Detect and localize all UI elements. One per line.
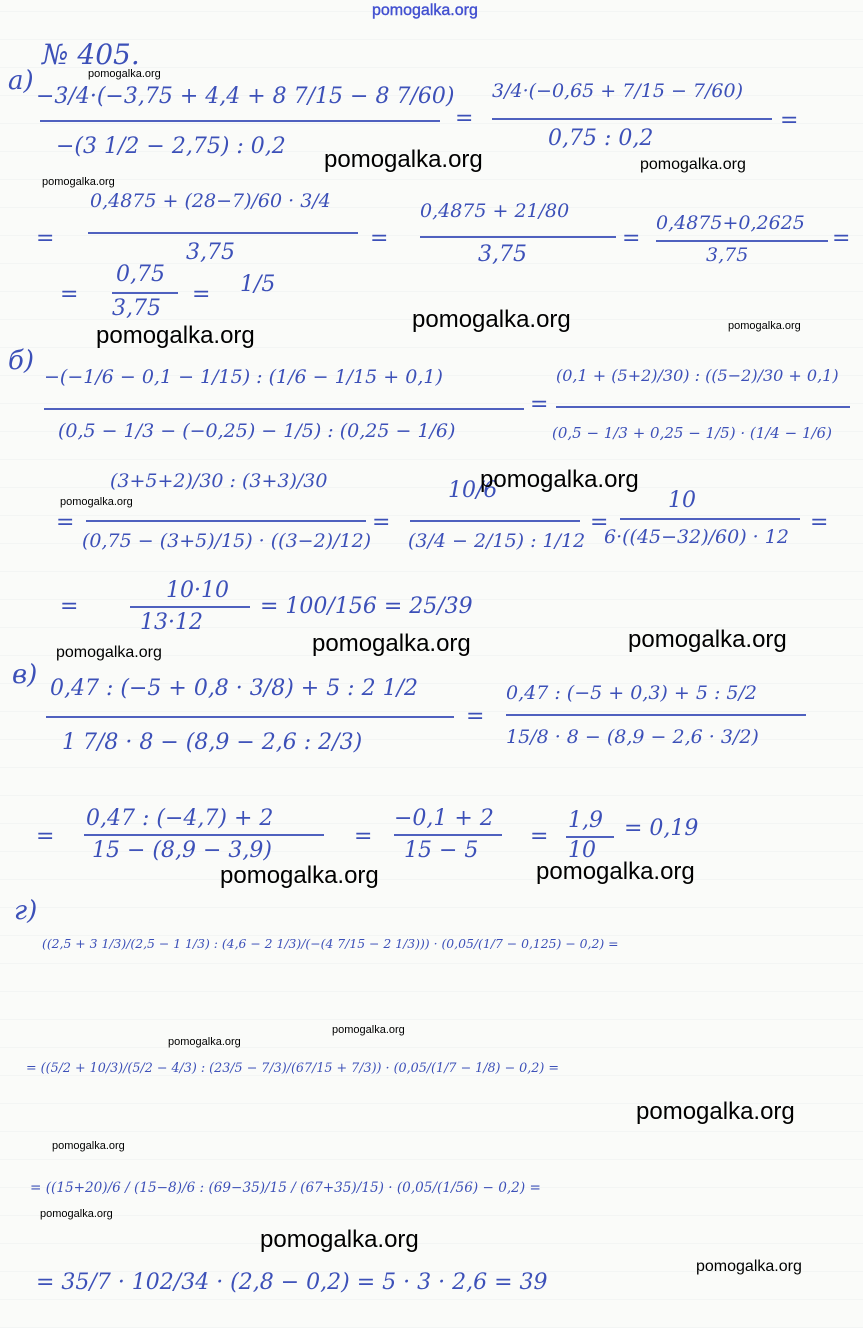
part-a-fracbar6 <box>112 292 178 294</box>
watermark: pomogalka.org <box>324 146 483 173</box>
part-b-fracbar1 <box>44 408 524 410</box>
part-a-eq4: = <box>370 226 389 251</box>
part-a-fracbar4 <box>420 236 616 238</box>
part-v-den2: 15/8 · 8 − (8,9 − 2,6 · 3/2) <box>506 726 759 748</box>
part-b-fracbar5 <box>620 518 800 520</box>
part-b-eq3: = <box>372 510 391 535</box>
part-a-den1: −(3 1/2 − 2,75) : 0,2 <box>56 134 286 159</box>
part-v-num3: 0,47 : (−4,7) + 2 <box>86 806 274 831</box>
watermark: pomogalka.org <box>332 1024 405 1036</box>
part-a-num6: 0,75 <box>116 262 165 287</box>
part-b-den6: 13·12 <box>140 610 203 635</box>
watermark: pomogalka.org <box>40 1208 113 1220</box>
watermark: pomogalka.org <box>42 176 115 188</box>
part-b-den4: (3/4 − 2/15) : 1/12 <box>408 530 586 552</box>
part-b-num2: (0,1 + (5+2)/30) : ((5−2)/30 + 0,1) <box>556 366 839 385</box>
part-v-fracbar4 <box>394 834 502 836</box>
part-b-eq5: = <box>810 510 829 535</box>
part-v-fracbar2 <box>506 714 806 716</box>
part-a-marker: а) <box>8 66 34 96</box>
part-b-eq1: = <box>530 392 549 417</box>
watermark: pomogalka.org <box>260 1226 419 1253</box>
part-v-fracbar1 <box>46 716 454 718</box>
part-a-num2: 3/4·(−0,65 + 7/15 − 7/60) <box>492 80 743 102</box>
watermark: pomogalka.org <box>728 320 801 332</box>
part-a-eq8: = <box>192 282 211 307</box>
part-b-marker: б) <box>8 346 35 376</box>
watermark: pomogalka.org <box>56 644 162 661</box>
part-g-row3: = ((15+20)/6 / (15−8)/6 : (69−35)/15 / (67+35)/15) · (0,05/(1/56) − 0,2) = <box>30 1180 541 1196</box>
watermark: pomogalka.org <box>96 322 255 349</box>
part-v-den3: 15 − (8,9 − 3,9) <box>92 838 272 863</box>
problem-number: № 405. <box>42 38 140 71</box>
part-a-den2: 0,75 : 0,2 <box>548 126 654 151</box>
part-a-fracbar3 <box>88 232 358 234</box>
part-a-den4: 3,75 <box>478 242 527 267</box>
watermark: pomogalka.org <box>536 858 695 885</box>
watermark: pomogalka.org <box>628 626 787 653</box>
part-v-num1: 0,47 : (−5 + 0,8 · 3/8) + 5 : 2 1/2 <box>50 676 418 701</box>
part-v-eq4: = <box>530 824 549 849</box>
part-a-result: 1/5 <box>240 272 276 297</box>
part-a-eq7: = <box>60 282 79 307</box>
part-a-eq2: = <box>780 108 799 133</box>
part-b-den3: (0,75 − (3+5)/15) · ((3−2)/12) <box>82 530 372 552</box>
part-b-fracbar4 <box>410 520 580 522</box>
header-site-watermark: pomogalka.org <box>372 2 478 19</box>
watermark: pomogalka.org <box>636 1098 795 1125</box>
part-v-den1: 1 7/8 · 8 − (8,9 − 2,6 : 2/3) <box>62 730 363 755</box>
part-v-eq2: = <box>36 824 55 849</box>
part-g-marker: г) <box>14 896 38 926</box>
part-b-eq6: = <box>60 594 79 619</box>
part-b-fracbar6 <box>130 606 250 608</box>
part-v-num4: −0,1 + 2 <box>394 806 494 831</box>
part-b-fracbar2 <box>556 406 850 408</box>
part-b-eq4: = <box>590 510 609 535</box>
part-b-num1: −(−1/6 − 0,1 − 1/15) : (1/6 − 1/15 + 0,1) <box>44 366 443 388</box>
watermark: pomogalka.org <box>640 156 746 173</box>
part-a-den5: 3,75 <box>706 244 749 266</box>
part-b-eq7: = 100/156 = 25/39 <box>260 594 473 619</box>
watermark: pomogalka.org <box>52 1140 125 1152</box>
part-a-fracbar2 <box>492 118 772 120</box>
part-b-num5: 10 <box>668 488 696 513</box>
part-a-num4: 0,4875 + 21/80 <box>420 200 570 222</box>
part-a-num5: 0,4875+0,2625 <box>656 212 805 234</box>
part-b-num3: (3+5+2)/30 : (3+3)/30 <box>110 470 328 492</box>
watermark: pomogalka.org <box>88 68 161 80</box>
part-v-num2: 0,47 : (−5 + 0,3) + 5 : 5/2 <box>506 682 757 704</box>
part-v-den5: 10 <box>568 838 596 863</box>
part-a-eq6: = <box>832 226 851 251</box>
part-a-eq1: = <box>455 106 474 131</box>
watermark: pomogalka.org <box>220 862 379 889</box>
part-v-marker: в) <box>12 660 38 690</box>
part-b-eq2: = <box>56 510 75 535</box>
part-v-eq3: = <box>354 824 373 849</box>
watermark: pomogalka.org <box>412 306 571 333</box>
part-b-den5: 6·((45−32)/60) · 12 <box>604 526 789 548</box>
part-v-den4: 15 − 5 <box>404 838 479 863</box>
watermark: pomogalka.org <box>480 466 639 493</box>
part-b-den2: (0,5 − 1/3 + 0,25 − 1/5) · (1/4 − 1/6) <box>552 424 832 442</box>
part-b-num6: 10·10 <box>166 578 229 603</box>
watermark: pomogalka.org <box>168 1036 241 1048</box>
part-v-fracbar3 <box>84 834 324 836</box>
part-g-row4: = 35/7 · 102/34 · (2,8 − 0,2) = 5 · 3 · 2,6 = 39 <box>36 1270 548 1295</box>
part-b-den1: (0,5 − 1/3 − (−0,25) − 1/5) : (0,25 − 1/6) <box>58 420 456 442</box>
part-a-den3: 3,75 <box>186 240 235 265</box>
part-a-num1: −3/4·(−3,75 + 4,4 + 8 7/15 − 8 7/60) <box>36 84 455 109</box>
watermark: pomogalka.org <box>696 1258 802 1275</box>
part-a-fracbar1 <box>40 120 440 122</box>
part-a-eq3: = <box>36 226 55 251</box>
part-v-num5: 1,9 <box>568 808 603 833</box>
part-a-fracbar5 <box>656 240 828 242</box>
watermark: pomogalka.org <box>312 630 471 657</box>
part-b-num4: 10/6 <box>448 478 498 503</box>
part-v-eq1: = <box>466 704 485 729</box>
part-v-result: = 0,19 <box>624 816 699 841</box>
part-g-row2: = ((5/2 + 10/3)/(5/2 − 4/3) : (23/5 − 7/3)/(67/15 + 7/3)) · (0,05/(1/7 − 1/8) − 0,2) = <box>26 1060 559 1075</box>
watermark: pomogalka.org <box>60 496 133 508</box>
part-g-row1: ((2,5 + 3 1/3)/(2,5 − 1 1/3) : (4,6 − 2 1/3)/(−(4 7/15 − 2 1/3))) · (0,05/(1/7 − 0,125) − 0,2) = <box>42 936 619 951</box>
part-b-fracbar3 <box>86 520 366 522</box>
part-a-num3: 0,4875 + (28−7)/60 · 3/4 <box>90 190 331 212</box>
part-a-eq5: = <box>622 226 641 251</box>
part-a-den6: 3,75 <box>112 296 161 321</box>
